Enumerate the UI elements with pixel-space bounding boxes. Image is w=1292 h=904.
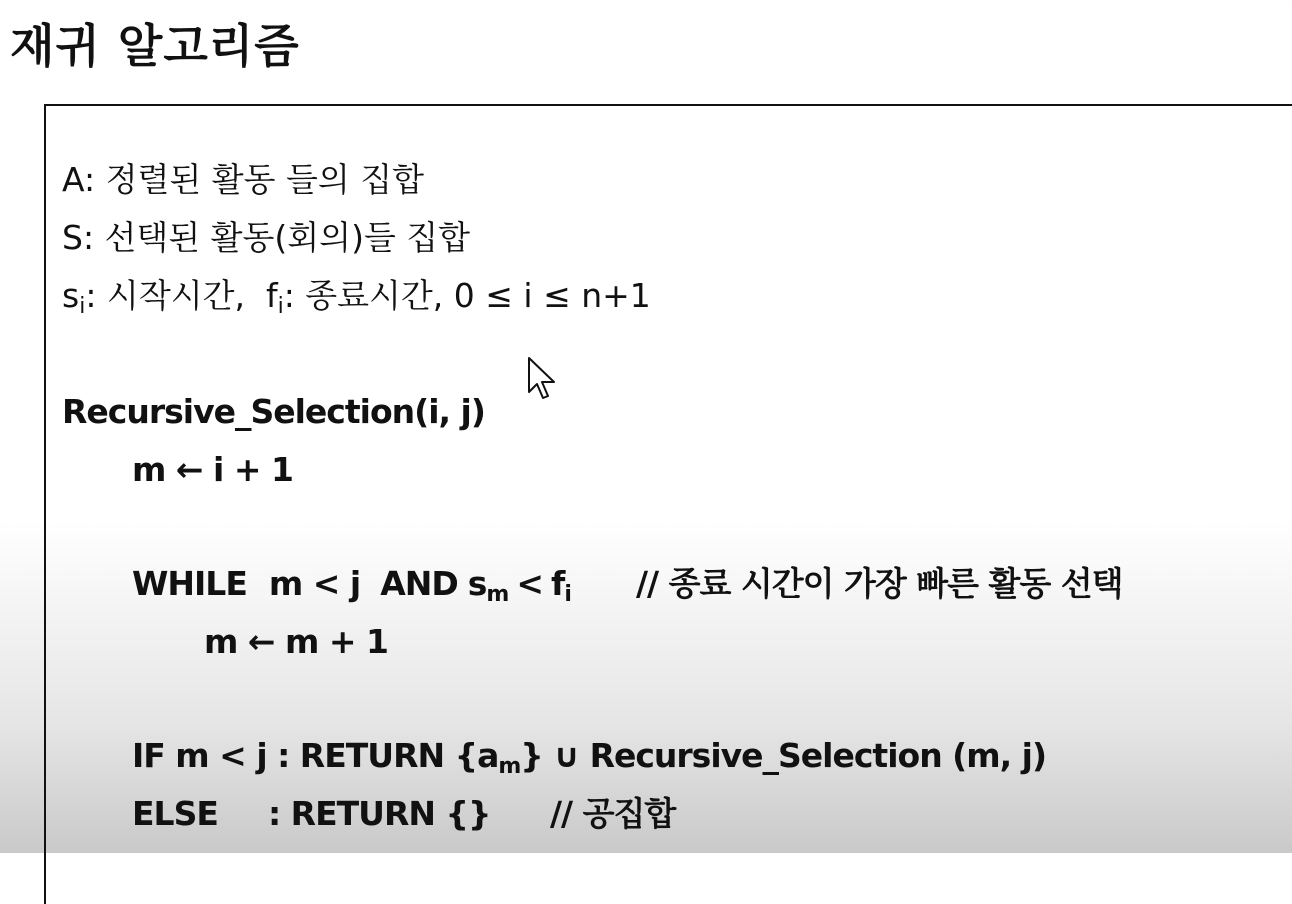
if-subscript: m xyxy=(498,754,521,779)
init-statement: m ← i + 1 xyxy=(132,450,293,489)
page-title: 재귀 알고리즘 xyxy=(10,19,300,73)
s-variable: s xyxy=(62,276,80,315)
while-keyword: WHILE xyxy=(132,564,247,603)
increment-statement: m ← m + 1 xyxy=(204,622,388,661)
if-statement xyxy=(132,736,1047,779)
s-m-subscript: m xyxy=(486,582,509,607)
start-time-text: : 시작시간, xyxy=(85,276,245,315)
while-condition: m < j xyxy=(268,564,361,603)
else-comment: // 공집합 xyxy=(550,794,676,833)
mouse-pointer-icon xyxy=(527,356,559,404)
s-m-variable: s xyxy=(467,564,487,603)
else-keyword: ELSE xyxy=(132,794,218,833)
definition-time xyxy=(62,276,651,319)
else-return: : RETURN {} xyxy=(268,794,491,833)
function-signature: Recursive_Selection(i, j) xyxy=(62,392,485,431)
end-time-text: : 종료시간, 0 ≤ i ≤ n+1 xyxy=(283,276,651,315)
while-statement xyxy=(132,564,571,607)
and-keyword: AND xyxy=(380,564,458,603)
if-prefix: IF m < j : RETURN {a xyxy=(132,736,499,775)
less-than: < xyxy=(516,564,544,603)
f-subscript: i xyxy=(277,294,284,319)
f-i-subscript: i xyxy=(564,582,571,607)
f-variable: f xyxy=(265,276,278,315)
f-i-variable: f xyxy=(551,564,565,603)
definition-s: S: 선택된 활동(회의)들 집합 xyxy=(62,218,471,257)
while-comment: // 종료 시간이 가장 빠른 활동 선택 xyxy=(636,564,1123,603)
s-subscript: i xyxy=(79,294,86,319)
definition-a: A: 정렬된 활동 들의 집합 xyxy=(62,160,424,199)
if-suffix: } ∪ Recursive_Selection (m, j) xyxy=(520,736,1047,775)
